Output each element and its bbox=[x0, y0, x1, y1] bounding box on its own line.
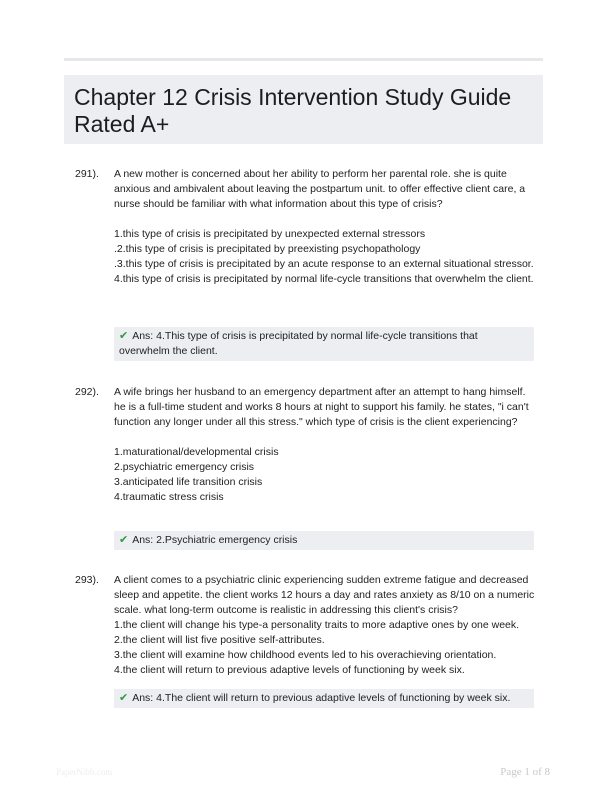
option-item: 1.maturational/developmental crisis bbox=[114, 446, 279, 458]
option-item: .2.this type of crisis is precipitated by preexisting psychopathology bbox=[114, 243, 421, 255]
question-number: 293). bbox=[75, 574, 99, 586]
answer-text: Ans: 4.This type of crisis is precipitated by normal life-cycle transitions that overwhelm the client. bbox=[119, 330, 478, 357]
answer-box bbox=[114, 327, 534, 361]
option-list bbox=[114, 618, 538, 678]
option-item: 2.the client will list five positive self-attributes. bbox=[114, 634, 325, 646]
option-item: 4.this type of crisis is precipitated by normal life-cycle transitions that overwhelm the client. bbox=[114, 273, 534, 285]
question-number: 291). bbox=[75, 168, 99, 180]
question-body bbox=[114, 385, 538, 505]
option-item: 3.the client will examine how childhood events led to his overachieving orientation. bbox=[114, 649, 497, 661]
answer-text: Ans: 2.Psychiatric emergency crisis bbox=[132, 534, 298, 546]
question-body bbox=[114, 573, 538, 678]
answer-text: Ans: 4.The client will return to previous adaptive levels of functioning by week six. bbox=[132, 692, 511, 704]
top-divider bbox=[64, 58, 543, 61]
option-list bbox=[114, 227, 538, 287]
option-item: 4.the client will return to previous adaptive levels of functioning by week six. bbox=[114, 664, 465, 676]
question-number: 292). bbox=[75, 386, 99, 398]
footer-site-watermark: PaperNibb.com bbox=[56, 767, 113, 777]
question-stem: A client comes to a psychiatric clinic experiencing sudden extreme fatigue and decreased sleep and appetite. the client works 12 hours a day and rates anxiety as 8/10 on a numeric scale. what long-term outcome is realistic in addressing this client's crisis? bbox=[114, 574, 535, 616]
page-indicator: Page 1 of 8 bbox=[500, 766, 550, 778]
option-item: 3.anticipated life transition crisis bbox=[114, 476, 263, 488]
option-item: 1.the client will change his type-a personality traits to more adaptive ones by one week. bbox=[114, 619, 520, 631]
title-banner bbox=[64, 75, 543, 144]
option-item: 1.this type of crisis is precipitated by unexpected external stressors bbox=[114, 228, 426, 240]
option-list bbox=[114, 445, 538, 505]
page-title: Chapter 12 Crisis Intervention Study Guide Rated A+ bbox=[74, 84, 512, 137]
check-icon: ✔ bbox=[119, 692, 129, 704]
question-body bbox=[114, 167, 538, 287]
option-item: 2.psychiatric emergency crisis bbox=[114, 461, 255, 473]
check-icon: ✔ bbox=[119, 330, 129, 342]
question-stem: A new mother is concerned about her ability to perform her parental role. she is quite anxious and ambivalent about leaving the postpartum unit. to offer effective client care, a nurse should be familiar with what information about this type of crisis? bbox=[114, 168, 526, 210]
option-item: 4.traumatic stress crisis bbox=[114, 491, 224, 503]
question-stem: A wife brings her husband to an emergency department after an attempt to hang himself. he is a full-time student and works 8 hours at night to support his family. he states, "i can't function any longer under all this stress." which type of crisis is the client experiencing? bbox=[114, 386, 529, 428]
answer-box bbox=[114, 689, 534, 708]
check-icon: ✔ bbox=[119, 534, 129, 546]
answer-box bbox=[114, 531, 534, 550]
option-item: .3.this type of crisis is precipitated by an acute response to an external situational stressor. bbox=[114, 258, 534, 270]
